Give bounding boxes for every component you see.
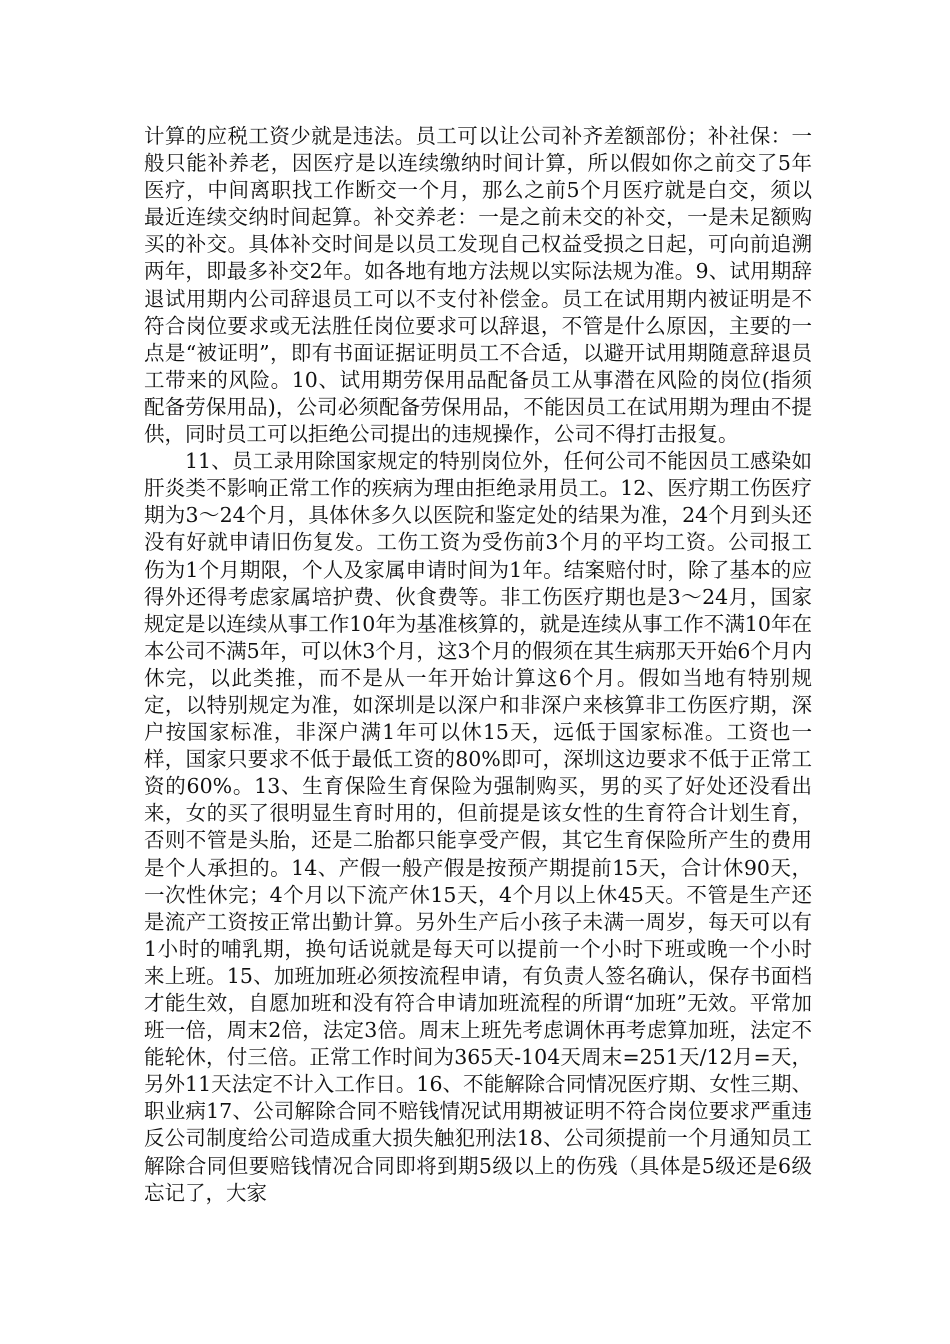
document-body (144, 123, 812, 1207)
paragraph-2: 11、员工录用除国家规定的特别岗位外，任何公司不能因员工感染如肝炎类不影响正常工作的疾病为理由拒绝录用员工。12、医疗期工伤医疗期为3～24个月，具体休多久以医院和鉴定处的结果为准，24个月到头还没有好就申请旧伤复发。工伤工资为受伤前3个月的平均工资。公司报工伤为1个月期限，个人及家属申请时间为1年。结案赔付时，除了基本的应得外还得考虑家属培护费、伙食费等。非工伤医疗期也是3～24月，国家规定是以连续从事工作10年为基准核算的，就是连续从事工作不满10年在本公司不满5年，可以休3个月，这3个月的假须在其生病那天开始6个月内休完，以此类推，而不是从一年开始计算这6个月。假如当地有特别规定，以特别规定为准，如深圳是以深户和非深户来核算非工伤医疗期，深户按国家标准，非深户满1年可以休15天，远低于国家标准。工资也一样，国家只要求不低于最低工资的80%即可，深圳这边要求不低于正常工资的60%。13、生育保险生育保险为强制购买，男的买了好处还没看出来，女的买了很明显生育时用的，但前提是该女性的生育符合计划生育，否则不管是头胎，还是二胎都只能享受产假，其它生育保险所产生的费用是个人承担的。14、产假一般产假是按预产期提前15天，合计休90天，一次性休完；4个月以下流产休15天，4个月以上休45天。不管是生产还是流产工资按正常出勤计算。另外生产后小孩子未满一周岁，每天可以有1小时的哺乳期，换句话说就是每天可以提前一个小时下班或晚一个小时来上班。15、加班加班必须按流程申请，有负责人签名确认，保存书面档才能生效，自愿加班和没有符合申请加班流程的所谓“加班”无效。平常加班一倍，周末2倍，法定3倍。周末上班先考虑调休再考虑算加班，法定不能轮休，付三倍。正常工作时间为365天-104天周末=251天/12月=天，另外11天法定不计入工作日。16、不能解除合同情况医疗期、女性三期、职业病17、公司解除合同不赔钱情况试用期被证明不符合岗位要求严重违反公司制度给公司造成重大损失触犯刑法18、公司须提前一个月通知员工解除合同但要赔钱情况合同即将到期5级以上的伤残（具体是5级还是6级忘记了，大家 (144, 449, 812, 1205)
paragraph-1: 计算的应税工资少就是违法。员工可以让公司补齐差额部份；补社保：一般只能补养老，因医疗是以连续缴纳时间计算，所以假如你之前交了5年医疗，中间离职找工作断交一个月，那么之前5个月医疗就是白交，须以最近连续交纳时间起算。补交养老：一是之前未交的补交，一是未足额购买的补交。具体补交时间是以员工发现自己权益受损之日起，可向前追溯两年，即最多补交2年。如各地有地方法规以实际法规为准。9、试用期辞退试用期内公司辞退员工可以不支付补偿金。员工在试用期内被证明是不符合岗位要求或无法胜任岗位要求可以辞退，不管是什么原因，主要的一点是“被证明”，即有书面证据证明员工不合适，以避开试用期随意辞退员工带来的风险。10、试用期劳保用品配备员工从事潜在风险的岗位(指须配备劳保用品)，公司必须配备劳保用品，不能因员工在试用期为理由不提供，同时员工可以拒绝公司提出的违规操作，公司不得打击报复。 (144, 124, 812, 447)
